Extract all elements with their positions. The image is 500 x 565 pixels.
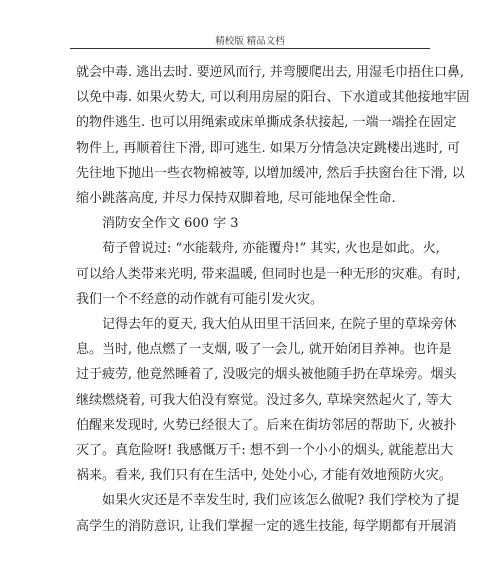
text-line: 缩小跳落高度, 并尽力保持双脚着地, 尽可能地保全性命. bbox=[76, 191, 396, 207]
document-body bbox=[76, 60, 470, 539]
text-line: 物件上, 再顺着往下滑, 即可逃生. 如果万分情急决定跳楼出逃时, 可 bbox=[76, 140, 461, 156]
paragraph-xunzi-quote bbox=[76, 236, 461, 312]
text-line: 过于疲劳, 他竟然睡着了, 没吸完的烟头被他随手扔在草垛旁。烟头 bbox=[76, 367, 457, 383]
paragraph-uncle-story bbox=[76, 312, 457, 488]
paragraph-school-drill bbox=[76, 488, 460, 538]
essay-title bbox=[76, 211, 426, 236]
text-line: 息。当时, 他点燃了一支烟, 吸了一会儿, 就开始闭目养神。也许是 bbox=[76, 342, 452, 358]
text-line: 我们一个不经意的动作就有可能引发火灾。 bbox=[76, 291, 324, 307]
text-line: 伯醒来发现时, 火势已经很大了。后来在街坊邻居的帮助下, 火被扑 bbox=[76, 417, 457, 433]
text-line: 记得去年的夏天, 我大伯从田里干活回来, 在院子里的草垛旁休 bbox=[102, 317, 457, 333]
text-line: 以免中毒. 如果火势大, 可以利用房屋的阳台、下水道或其他接地牢固 bbox=[76, 90, 470, 106]
text-line: 可以给人类带来光明, 带来温暖, 但同时也是一种无形的灾难。有时, bbox=[76, 266, 461, 282]
text-line: 祸来。看来, 我们只有在生活中, 处处小心, 才能有效地预防火灾。 bbox=[76, 468, 452, 484]
page-header: 精校版 精品文档 bbox=[215, 36, 285, 47]
text-line: 如果火灾还是不幸发生时, 我们应该怎么做呢? 我们学校为了提 bbox=[102, 493, 460, 509]
text-line: 继续燃烧着, 可我大伯没有察觉。没过多久, 草垛突然起火了, 等大 bbox=[76, 392, 452, 408]
paragraph-escape-methods bbox=[76, 60, 470, 211]
text-line: 灭了。真危险呀! 我感慨万千: 想不到一个小小的烟头, 就能惹出大 bbox=[76, 443, 454, 459]
text-line: 高学生的消防意识, 让我们掌握一定的逃生技能, 每学期都有开展消 bbox=[76, 518, 457, 534]
text-line: 荀子曾说过: “水能载舟, 亦能覆舟!” 其实, 火也是如此。火, bbox=[102, 241, 440, 257]
text-line: 就会中毒. 逃出去时. 要逆风而行, 并弯腰爬出去, 用湿毛巾捂住口鼻, bbox=[76, 65, 465, 80]
header-divider bbox=[70, 48, 430, 49]
text-line: 先往地下抛出一些衣物棉被等, 以增加缓冲, 然后手扶窗台往下滑, 以 bbox=[76, 165, 465, 181]
text-line: 的物件逃生. 也可以用绳索或床单撕成条状接起, 一端一端拴在固定 bbox=[76, 115, 457, 131]
text-line: 消防安全作文 600 字 3 bbox=[102, 216, 239, 232]
